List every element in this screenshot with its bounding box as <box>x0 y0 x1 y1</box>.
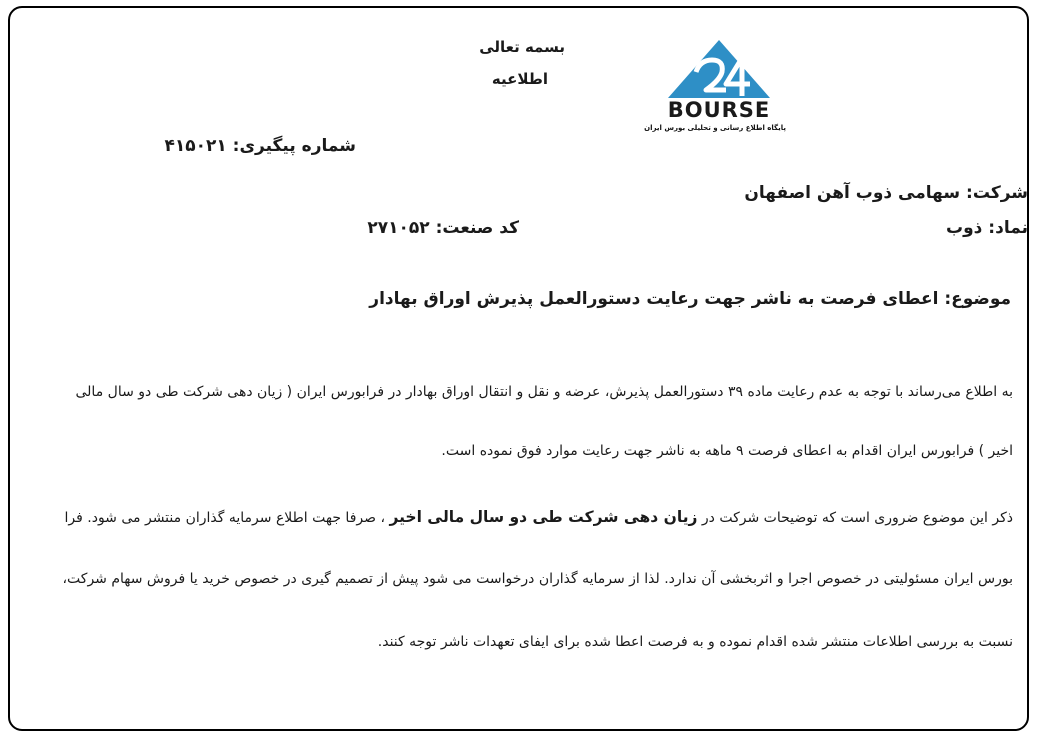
paragraph2-line2: بورس ایران مسئولیتی در خصوص اجرا و اثربخشی آن ندارد. لذا از سرمایه گذاران درخواست می شود پیش از تصمیم گیری در خصوص خرید یا فروش سهام شرکت، <box>62 571 1013 587</box>
subject-line: موضوع: اعطای فرصت به ناشر جهت رعایت دستورالعمل پذیرش اوراق بهادار <box>369 289 1011 309</box>
paragraph2-line1-end: ، صرفا جهت اطلاع سرمایه گذاران منتشر می شود. فرا <box>64 510 385 526</box>
paragraph2-line3: نسبت به بررسی اطلاعات منتشر شده اقدام نموده و به فرصت اعطا شده برای ایفای تعهدات ناشر توجه کنند. <box>377 634 1013 650</box>
document-frame <box>8 6 1029 731</box>
logo-wordmark: BOURSE <box>667 98 771 122</box>
tracking-number: شماره پیگیری: ۴۱۵۰۲۱ <box>164 136 356 156</box>
company-symbol: نماد: ذوب <box>946 218 1028 238</box>
logo-tagline: پایگاه اطلاع رسانی و تحلیلی بورس ایران <box>644 124 786 132</box>
company-name: شرکت: سهامی ذوب آهن اصفهان <box>744 183 1028 203</box>
paragraph2-line1-start: ذکر این موضوع ضروری است که توضیحات شرکت در <box>701 510 1013 526</box>
document-type: اطلاعیه <box>491 70 548 88</box>
paragraph1-line2: اخیر ) فرابورس ایران اقدام به اعطای فرصت ۹ ماهه به ناشر جهت رعایت موارد فوق نموده است. <box>441 443 1013 459</box>
logo-triangle-icon <box>652 38 786 100</box>
basmala: بسمه تعالی <box>479 38 565 56</box>
bourse24-logo <box>644 38 786 136</box>
paragraph1-line1: به اطلاع می‌رساند با توجه به عدم رعایت ماده ۳۹ دستورالعمل پذیرش، عرضه و نقل و انتقال اوراق بهادار در فرابورس ایران ( زیان دهی شرکت طی دو سال مالی <box>75 384 1013 400</box>
industry-code: کد صنعت: ۲۷۱۰۵۲ <box>367 218 519 238</box>
paragraph2-bold-phrase: زیان دهی شرکت طی دو سال مالی اخیر <box>389 508 698 526</box>
paragraph2-line1 <box>65 508 1014 526</box>
